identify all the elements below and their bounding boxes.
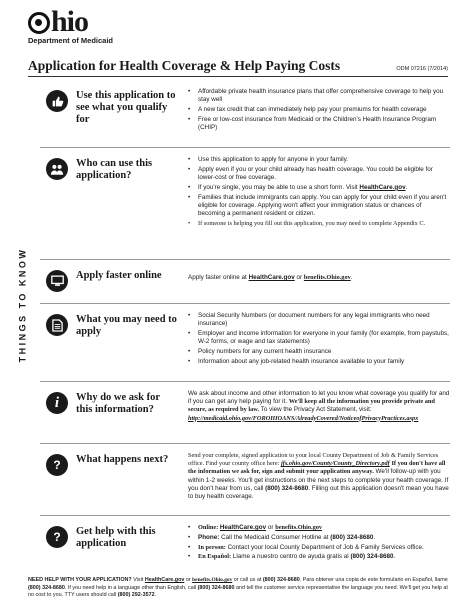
list-item: • If you're single, you may be able to use a short form. Visit HealthCare.gov. [188,184,450,192]
benefits-ohio-link[interactable]: benefits.Ohio.gov [192,577,233,583]
list-item: • Apply even if you or your child already has health coverage. You could be eligible for lower-cost or free coverage. [188,166,450,182]
section-question: Get help with this application [76,526,156,549]
section-question: Use this application to see what you qualify for [76,90,176,125]
section-question: Why do we ask for this information? [76,392,160,415]
footer: NEED HELP WITH YOUR APPLICATION? Visit HealthCare.gov or benefits.Ohio.gov or call us at (800) 324-8680. Para obtener una copia de este formulario en Español, llame (800) 324-8680. If you need help in a language other than English, call (800) 324-8680 and tell the customer service representative the language you need. We'll get you help at no cost to you. TTY users should call (800) 292-3572. [28,577,448,599]
people-icon [46,158,68,180]
question-icon: ? [46,526,68,548]
ohio-logo [28,5,113,38]
section-question: Who can use this application? [76,158,153,181]
department-name: Department of Medicaid [28,36,114,45]
title-row [28,58,448,74]
section-next: ? What happens next? Send your complete, signed application to your local County Department of Job & Family Services office. Find your county office here: jfs.ohio.gov/County/County_Directory.pdf If you don't have all the information we ask for, sign and submit your application anyway. We'll follow-up with you within 1-2 weeks. You'll get instructions on the next steps to complete your health coverage. If you don't hear from us, call (800) 324-8680. Filling out this application doesn't mean you have to buy health coverage. [40,444,450,516]
section-why: i Why do we ask for this information? We ask about income and other information to let you know what coverage you qualify for and if you can get any help paying for it. We'll keep all the information you provide private and secure, as required by law. To view the Privacy Act Statement, visit: http://medicaid.ohio.gov/FOROHIOANS/AlreadyCovered/NoticeofPrivacyPractices.aspx [40,382,450,444]
list-item: • Social Security Numbers (or document numbers for any legal immigrants who need insurance) [188,312,450,328]
logo-text: hio [51,5,89,38]
list-item: • If someone is helping you fill out this application, you may need to complete Appendix C. [188,220,450,228]
ohio-logo-o-icon [28,12,50,34]
help-icon: ? [46,454,68,476]
document-icon [46,314,68,336]
info-icon: i [46,392,68,414]
section-who [40,148,450,260]
list-item: • Phone: Call the Medicaid Consumer Hotline at (800) 324-8680. [188,534,450,542]
healthcare-link[interactable]: HealthCare.gov [359,183,406,191]
section-online: Apply faster online Apply faster online at HealthCare.gov or benefits.Ohio.gov. [40,260,450,304]
side-label: THINGS TO KNOW [17,247,27,363]
section-qualify [40,80,450,148]
healthcare-link[interactable]: HealthCare.gov [144,577,185,583]
list-item: • Affordable private health insurance plans that offer comprehensive coverage to help you stay well [188,88,450,104]
healthcare-link[interactable]: HealthCare.gov [219,524,267,531]
privacy-link[interactable]: http://medicaid.ohio.gov/FOROHIOANS/AlreadyCovered/NoticeofPrivacyPractices.aspx [188,414,419,422]
list-item: • Online: HealthCare.gov or benefits.Ohio.gov [188,524,450,532]
section-question: What happens next? [76,454,169,465]
thumbs-up-icon [46,90,68,112]
header [28,5,114,45]
list-item: • In person: Contact your local County Department of Job & Family Services office. [188,544,450,552]
healthcare-link[interactable]: HealthCare.gov [248,274,295,281]
form-id: ODM 07216 (7/2014) [396,66,448,72]
section-need [40,304,450,382]
section-question: What you may need to apply [76,314,177,337]
list-item: • En Español: Llame a nuestro centro de ayuda gratis al (800) 324-8680. [188,553,450,561]
section-question: Apply faster online [76,270,162,281]
list-item: • Families that include immigrants can apply. You can apply for your child even if you aren't eligible for coverage. Applying won't affect your immigration status or chances of becoming a permanent resident or citizen. [188,194,450,219]
list-item: • Use this application to apply for anyone in your family. [188,156,450,164]
section-help [40,516,450,576]
list-item: • Free or low-cost insurance from Medicaid or the Children's Health Insurance Program (CHIP) [188,116,450,132]
benefits-ohio-link[interactable]: benefits.Ohio.gov [275,524,323,531]
title-divider [28,76,448,77]
county-directory-link[interactable]: jfs.ohio.gov/County/County_Directory.pdf [280,460,390,468]
page-title: Application for Health Coverage & Help Paying Costs [28,58,341,73]
list-item: • Employer and income information for everyone in your family (for example, from paystubs, W-2 forms, or wage and tax statements) [188,330,450,346]
list-item: • A new tax credit that can immediately help pay your premiums for health coverage [188,106,450,114]
computer-icon [46,270,68,292]
list-item: • Policy numbers for any current health insurance [188,348,450,356]
benefits-ohio-link[interactable]: benefits.Ohio.gov [303,274,351,281]
list-item: • Information about any job-related health insurance available to your family [188,358,450,366]
